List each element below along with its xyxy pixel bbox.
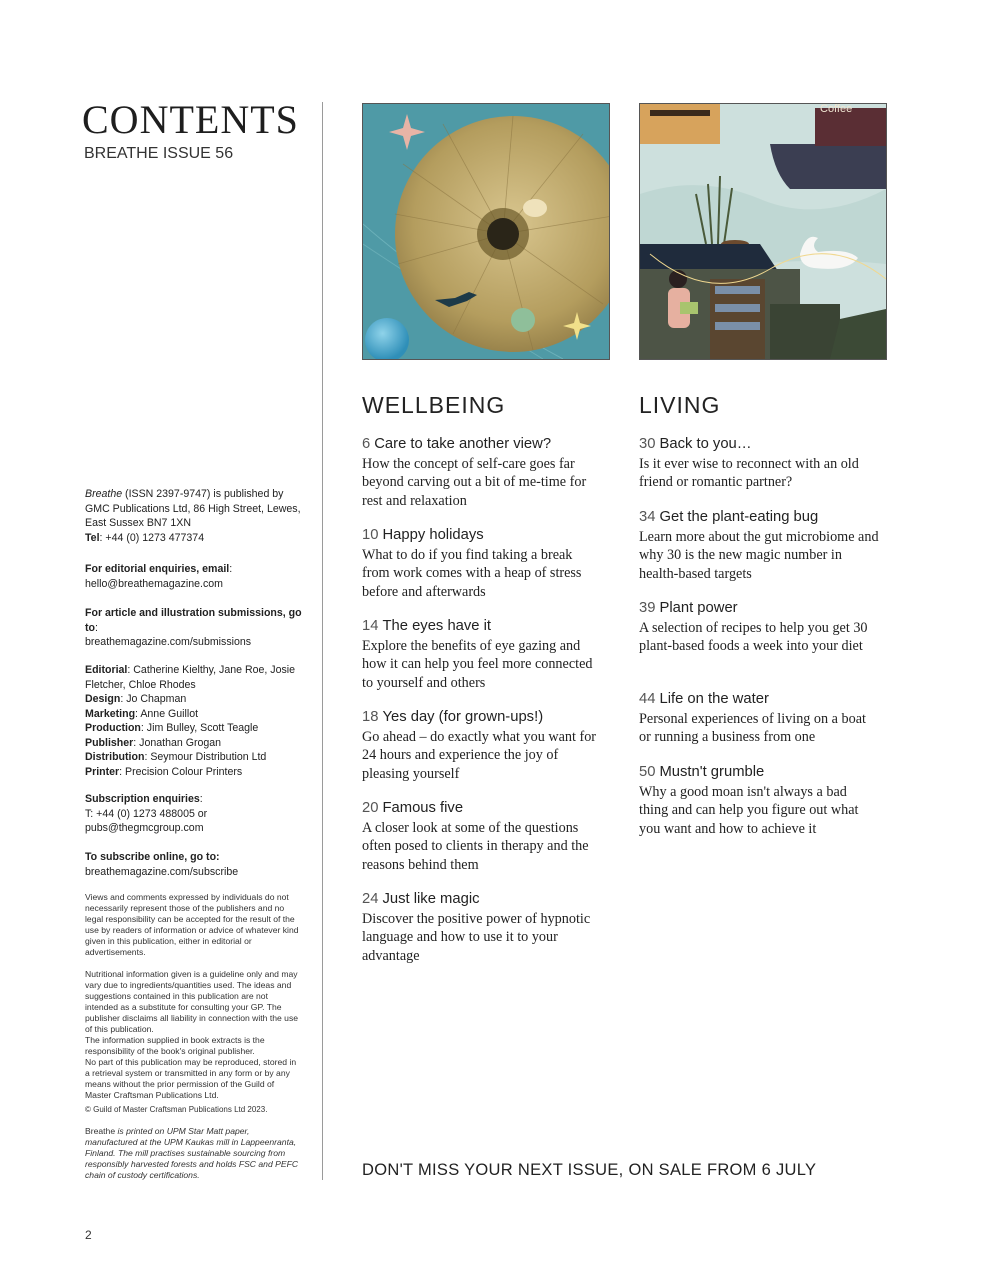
page-number: 2 xyxy=(85,1228,92,1242)
credit-line: Design: Jo Chapman xyxy=(85,693,187,705)
credit-line: Production: Jim Bulley, Scott Teagle xyxy=(85,722,259,734)
next-issue-note: DON'T MISS YOUR NEXT ISSUE, ON SALE FROM 6 JULY xyxy=(362,1161,817,1179)
article-desc: Is it ever wise to reconnect with an old friend or romantic partner? xyxy=(639,456,859,491)
disclaimer-views: Views and comments expressed by individuals do not necessarily represent those of the publishers and no legal responsibility can be accepted for the result of the use by readers of information or advice of whatever kind given in this publication, either in editorial or advertisements. xyxy=(85,892,299,958)
page-ref: 14 xyxy=(362,618,379,634)
section-heading-wellbeing: WELLBEING xyxy=(362,392,506,418)
contents-item[interactable] xyxy=(362,435,602,510)
staff-credits xyxy=(85,663,305,779)
wellbeing-illustration xyxy=(362,103,610,360)
magazine-name: Breathe xyxy=(85,488,123,500)
contents-item[interactable] xyxy=(639,435,879,492)
contents-item[interactable] xyxy=(639,763,879,838)
article-title: Famous five xyxy=(382,800,464,816)
credit-line: Publisher: Jonathan Grogan xyxy=(85,736,222,749)
subscribe-online: To subscribe online, go to: breathemagazine.com/subscribe xyxy=(85,851,239,878)
article-desc: Go ahead – do exactly what you want for 24 hours and experience the joy of pleasing yourself xyxy=(362,729,597,782)
editorial-enquiries: For editorial enquiries, email: hello@breathemagazine.com xyxy=(85,563,233,590)
disclaimer-nutrition: Nutritional information given is a guideline only and may vary due to ingredients/quantities used. The ideas and suggestions contained in this publication are not intended as a substitute for consulting your GP. The publisher disclaims all liability in connection with the use of this publication. xyxy=(85,969,299,1035)
coffee-sign-text: Coffee xyxy=(820,104,853,115)
publisher-info: Breathe (ISSN 2397-9747) is published by GMC Publications Ltd, 86 High Street, Lewes, East Sussex BN7 1XN xyxy=(85,488,301,529)
page-ref: 20 xyxy=(362,800,379,816)
article-desc: What to do if you find taking a break from work comes with a heap of stress before and afterwards xyxy=(362,547,582,600)
credit-line: Printer: Precision Colour Printers xyxy=(85,765,243,778)
column-divider xyxy=(322,102,323,1180)
subscribe-link[interactable]: breathemagazine.com/subscribe xyxy=(85,865,239,878)
living-illustration xyxy=(639,103,887,360)
article-title: Just like magic xyxy=(382,891,480,907)
article-title: Back to you… xyxy=(659,436,752,452)
article-desc: A closer look at some of the questions often posed to clients in therapy and the reasons behind them xyxy=(362,820,589,873)
contents-item[interactable] xyxy=(362,526,602,601)
issue-subtitle: BREATHE ISSUE 56 xyxy=(84,145,234,162)
copyright-line: © Guild of Master Craftsman Publications Ltd 2023. xyxy=(85,1105,268,1114)
disclaimer-reproduction: No part of this publication may be reproduced, stored in a retrieval system or transmitted in any form or by any means without the prior permission of the Guild of Master Craftsman Publications Ltd. xyxy=(85,1057,297,1101)
page-ref: 44 xyxy=(639,691,656,707)
page-ref: 30 xyxy=(639,436,656,452)
page-ref: 24 xyxy=(362,891,379,907)
page-ref: 18 xyxy=(362,709,379,725)
article-desc: Learn more about the gut microbiome and why 30 is the new magic number in health-based targets xyxy=(639,529,879,582)
submissions-link[interactable]: breathemagazine.com/submissions xyxy=(85,636,252,648)
contents-item[interactable] xyxy=(362,890,602,965)
page-ref: 34 xyxy=(639,509,656,525)
article-title: Mustn't grumble xyxy=(659,764,765,780)
article-desc: A selection of recipes to help you get 30 plant-based foods a week into your diet xyxy=(639,620,868,655)
article-desc: Why a good moan isn't always a bad thing and can help you figure out what you want and how to achieve it xyxy=(639,784,859,837)
section-heading-living: LIVING xyxy=(639,392,721,418)
article-title: Life on the water xyxy=(659,691,769,707)
article-desc: Discover the positive power of hypnotic language and how to use it to your advantage xyxy=(362,911,591,964)
credit-line: Distribution: Seymour Distribution Ltd xyxy=(85,751,267,763)
editorial-email[interactable]: hello@breathemagazine.com xyxy=(85,577,223,590)
article-desc: How the concept of self-care goes far beyond carving out a bit of me-time for rest and relaxation xyxy=(362,456,587,509)
page-ref: 6 xyxy=(362,436,371,452)
article-title: Yes day (for grown-ups!) xyxy=(382,709,544,725)
page-ref: 50 xyxy=(639,764,656,780)
contents-item[interactable] xyxy=(639,690,879,747)
page-title: CONTENTS xyxy=(82,97,299,142)
subscription-enquiries: Subscription enquiries: T: +44 (0) 1273 488005 or pubs@thegmcgroup.com xyxy=(85,793,208,834)
submissions-info: For article and illustration submissions, go to: breathemagazine.com/submissions xyxy=(85,607,302,648)
credit-line: Editorial: Catherine Kielthy, Jane Roe, Josie Fletcher, Chloe Rhodes xyxy=(85,664,296,691)
eye-planet-illustration xyxy=(363,104,609,359)
contents-item[interactable] xyxy=(362,799,602,874)
contents-item[interactable] xyxy=(639,508,879,583)
article-title: Happy holidays xyxy=(382,527,484,543)
disclaimer-extracts: The information supplied in book extracts is the responsibility of the book's original publisher. xyxy=(85,1035,265,1057)
article-desc: Personal experiences of living on a boat or running a business from one xyxy=(639,711,866,746)
article-title: Plant power xyxy=(659,600,738,616)
article-title: Get the plant-eating bug xyxy=(659,509,819,525)
subscription-email[interactable]: pubs@thegmcgroup.com xyxy=(85,822,204,834)
article-title: Care to take another view? xyxy=(374,436,552,452)
page-ref: 39 xyxy=(639,600,656,616)
telephone-line: Tel: +44 (0) 1273 477374 xyxy=(85,532,205,544)
article-title: The eyes have it xyxy=(382,618,492,634)
canal-boat-illustration xyxy=(640,104,886,359)
contents-item[interactable] xyxy=(639,599,879,656)
paper-info: Breathe is printed on UPM Star Matt paper, manufactured at the UPM Kaukas mill in Lappeenranta, Finland. The mill practises sustainable sourcing from responsibly harvested forests and holds FSC and PEFC chain of custody certifications. xyxy=(85,1126,299,1181)
contents-item[interactable] xyxy=(362,708,602,783)
contents-item[interactable] xyxy=(362,617,602,692)
page-ref: 10 xyxy=(362,527,379,543)
credit-line: Marketing: Anne Guillot xyxy=(85,707,199,720)
article-desc: Explore the benefits of eye gazing and how it can help you feel more connected to yourself and others xyxy=(362,638,593,691)
